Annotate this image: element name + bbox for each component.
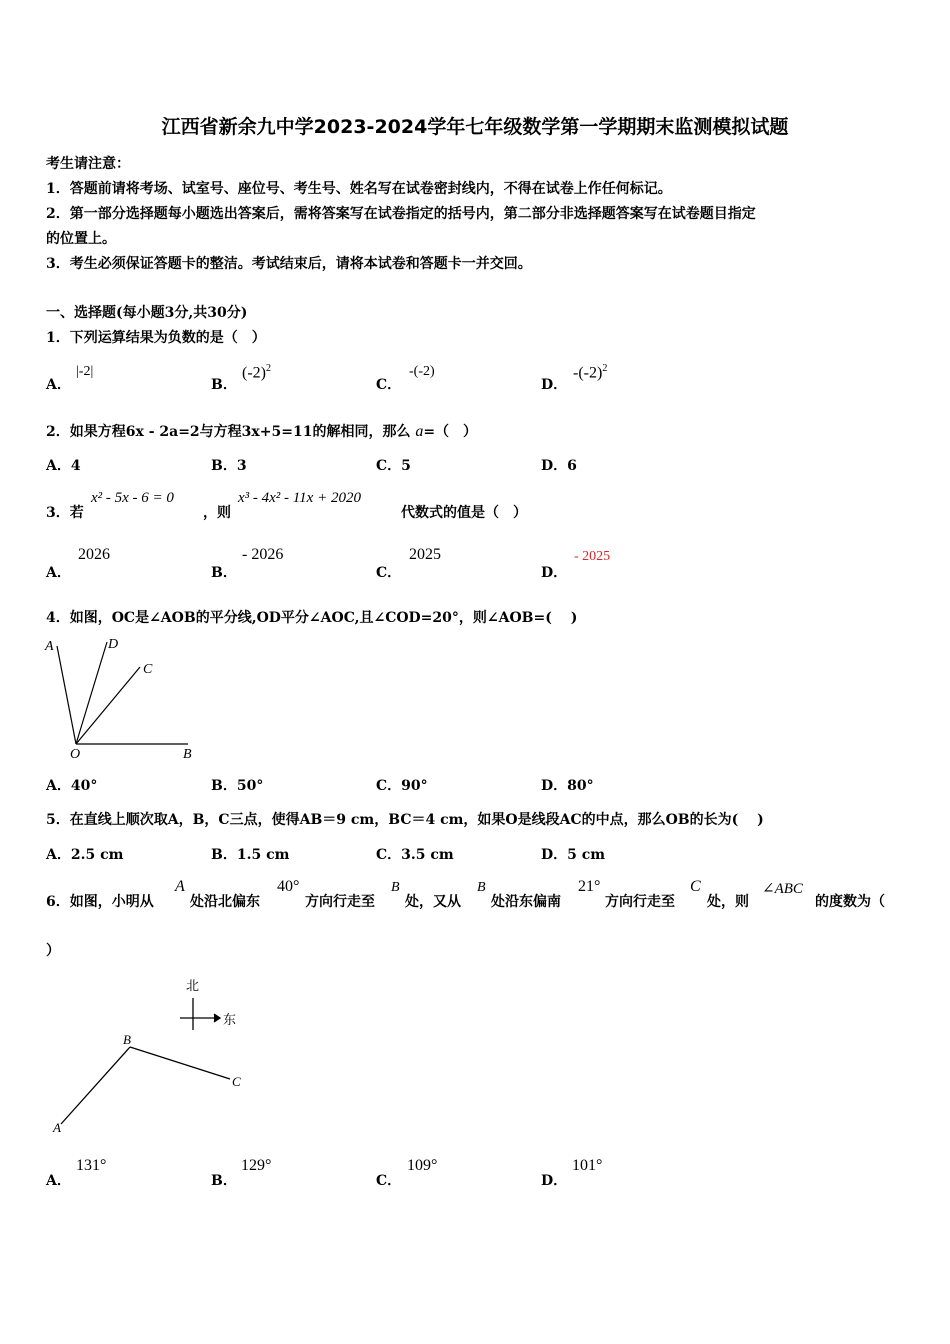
q1-option-b: (-2): [242, 364, 266, 382]
q6-stem-4: 处，又从: [405, 894, 461, 910]
q3-option-c: 2025: [409, 546, 441, 563]
q1-option-d: -(-2): [573, 364, 603, 382]
q5-option-c: C．3.5 cm: [376, 847, 454, 863]
q2-option-d: D．6: [541, 458, 577, 474]
q4-label-a: A: [45, 639, 54, 654]
q6-point-a: A: [175, 878, 185, 895]
q4-label-b: B: [183, 747, 192, 762]
q4-angle-figure: [40, 630, 220, 765]
q6-stem-3: 方向行走至: [305, 894, 375, 910]
q1-label-d: D．: [541, 377, 568, 393]
q2-option-a: A．4: [46, 458, 81, 474]
q1-label-c: C．: [376, 377, 402, 393]
q6-point-b-2: B: [477, 880, 486, 895]
q6-fig-label-c: C: [232, 1074, 241, 1089]
q3-label-b: B．: [211, 565, 237, 581]
east-label: 东: [223, 1012, 237, 1027]
q6-label-a: A．: [46, 1173, 71, 1189]
q1-option-d-exp: 2: [602, 363, 608, 374]
q5-stem: 5．在直线上顺次取A，B，C三点，使得AB＝9 cm，BC＝4 cm，如果O是线段AC的中点，那么OB的长为( ): [46, 812, 764, 828]
notice-heading: 考生请注意：: [46, 156, 130, 172]
q3-stem-end: 代数式的值是（ ）: [401, 505, 527, 521]
q3-stem: 3．若: [46, 505, 84, 521]
q1-option-c: -(-2): [409, 364, 435, 379]
q6-angle-2: 21°: [578, 878, 601, 895]
q2-option-b: B．3: [211, 458, 247, 474]
q5-option-a: A．2.5 cm: [46, 847, 124, 863]
q6-stem-7: 处，则: [707, 894, 749, 910]
notice-item-1: 1．答题前请将考场、试室号、座位号、考生号、姓名写在试卷密封线内，不得在试卷上作任何标记。: [46, 181, 672, 197]
q6-option-a: 131°: [76, 1157, 107, 1174]
q6-option-c: 109°: [407, 1157, 438, 1174]
page-title: 江西省新余九中学2023-2024学年七年级数学第一学期期末监测模拟试题: [161, 116, 789, 138]
q4-option-a: A．40°: [46, 778, 98, 794]
q4-option-c: C．90°: [376, 778, 428, 794]
q1-label-a: A．: [46, 377, 71, 393]
q6-stem-8: 的度数为（: [815, 894, 885, 910]
q6-fig-label-b: B: [123, 1032, 131, 1047]
q6-stem-6: 方向行走至: [605, 894, 675, 910]
q6-stem-5: 处沿东偏南: [491, 894, 561, 910]
q6-option-b: 129°: [241, 1157, 272, 1174]
q6-label-d: D．: [541, 1173, 568, 1189]
q3-option-a: 2026: [78, 546, 110, 563]
q3-condition: x² - 5x - 6 = 0: [91, 490, 174, 506]
q6-label-b: B．: [211, 1173, 237, 1189]
q4-stem: 4．如图，OC是∠AOB的平分线,OD平分∠AOC,且∠COD=20°，则∠AOB=( ): [46, 610, 578, 626]
q5-option-b: B．1.5 cm: [211, 847, 290, 863]
q2-stem: 2．如果方程6x - 2a=2与方程3x+5=11的解相同，那么: [46, 424, 411, 440]
q6-point-c: C: [690, 878, 701, 895]
q4-option-b: B．50°: [211, 778, 264, 794]
q6-angle-1: 40°: [277, 878, 300, 895]
q3-option-d: - 2025: [574, 549, 611, 564]
q6-label-c: C．: [376, 1173, 402, 1189]
q3-option-b: - 2026: [242, 546, 284, 563]
section-heading: 一、选择题(每小题3分,共30分): [46, 305, 248, 321]
q3-expression: x³ - 4x² - 11x + 2020: [238, 490, 361, 506]
q5-option-d: D．5 cm: [541, 847, 606, 863]
north-label: 北: [186, 978, 200, 993]
q4-label-d: D: [108, 637, 119, 652]
q2-option-c: C．5: [376, 458, 411, 474]
notice-item-2-cont: 的位置上。: [46, 231, 116, 247]
q6-option-d: 101°: [572, 1157, 603, 1174]
q2-variable: a: [415, 423, 424, 440]
q3-label-a: A．: [46, 565, 71, 581]
q4-label-o: O: [70, 747, 81, 762]
q4-option-d: D．80°: [541, 778, 594, 794]
q1-stem: 1．下列运算结果为负数的是（ ）: [46, 330, 266, 346]
q4-label-c: C: [143, 662, 153, 677]
notice-item-3: 3．考生必须保证答题卡的整洁。考试结束后，请将本试卷和答题卡一并交回。: [46, 256, 532, 272]
notice-item-2: 2．第一部分选择题每小题选出答案后，需将答案写在试卷指定的括号内，第二部分非选择题答案写在试卷题目指定: [46, 206, 756, 222]
q6-point-b: B: [391, 880, 400, 895]
q6-angle-abc: ∠ABC: [762, 881, 803, 897]
q6-stem-close: ）: [46, 943, 60, 959]
q6-stem-1: 6．如图，小明从: [46, 894, 154, 910]
q3-label-d: D．: [541, 565, 568, 581]
q6-fig-label-a: A: [53, 1120, 61, 1135]
q6-direction-figure: [45, 972, 260, 1137]
q3-label-c: C．: [376, 565, 402, 581]
q2-stem-end: =（ ）: [423, 424, 478, 440]
q6-stem-2: 处沿北偏东: [190, 894, 260, 910]
q1-label-b: B．: [211, 377, 237, 393]
q3-then: ，则: [203, 505, 231, 521]
q1-option-a: |-2|: [76, 364, 94, 379]
q1-option-b-exp: 2: [265, 363, 271, 374]
